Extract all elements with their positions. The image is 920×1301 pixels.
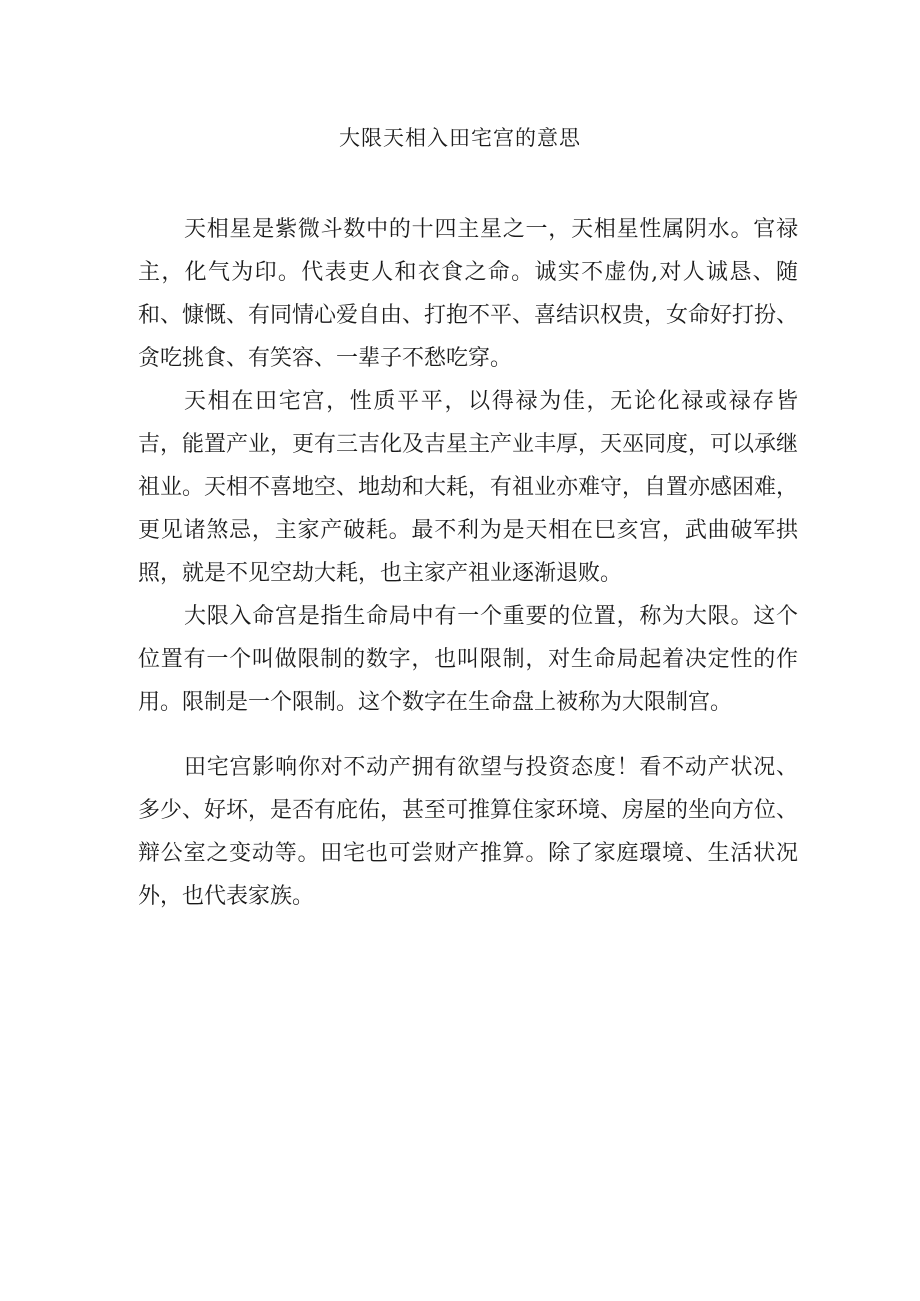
paragraph-tianxiang-property-palace: 天相在田宅宫，性质平平，以得禄为佳，无论化禄或禄存皆吉，能置产业，更有三吉化及吉星主产业丰厚，天巫同度，可以承继祖业。天相不喜地空、地劫和大耗，有祖业亦难守，自置亦感困难，更见诸煞忌，主家产破耗。最不利为是天相在巳亥宫，武曲破军拱照，就是不见空劫大耗，也主家产祖业逐渐退败。 [138, 389, 799, 586]
document-title: 大限天相入田宅宫的意思 [339, 126, 581, 150]
paragraph-property-palace-meaning: 田宅宫影响你对不动产拥有欲望与投资态度！看不动产状况、多少、好坏，是否有庇佑，甚至可推算住家环境、房屋的坐向方位、辩公室之变动等。田宅也可尝财产推算。除了家庭環境、生活状况外，也代表家族。 [138, 755, 799, 909]
paragraph-tianxiang-star: 天相星是紫微斗数中的十四主星之一，天相星性属阴水。官禄主，化气为印。代表吏人和衣食之命。诚实不虚伪,对人诚恳、随和、慷慨、有同情心爱自由、打抱不平、喜结识权贵，女命好打扮、贪吃挑食、有笑容、一辈子不愁吃穿。 [138, 217, 799, 371]
paragraph-major-limit: 大限入命宫是指生命局中有一个重要的位置，称为大限。这个位置有一个叫做限制的数字，也叫限制，对生命局起着决定性的作用。限制是一个限制。这个数字在生命盘上被称为大限制宫。 [138, 604, 798, 715]
document-body [138, 208, 798, 918]
